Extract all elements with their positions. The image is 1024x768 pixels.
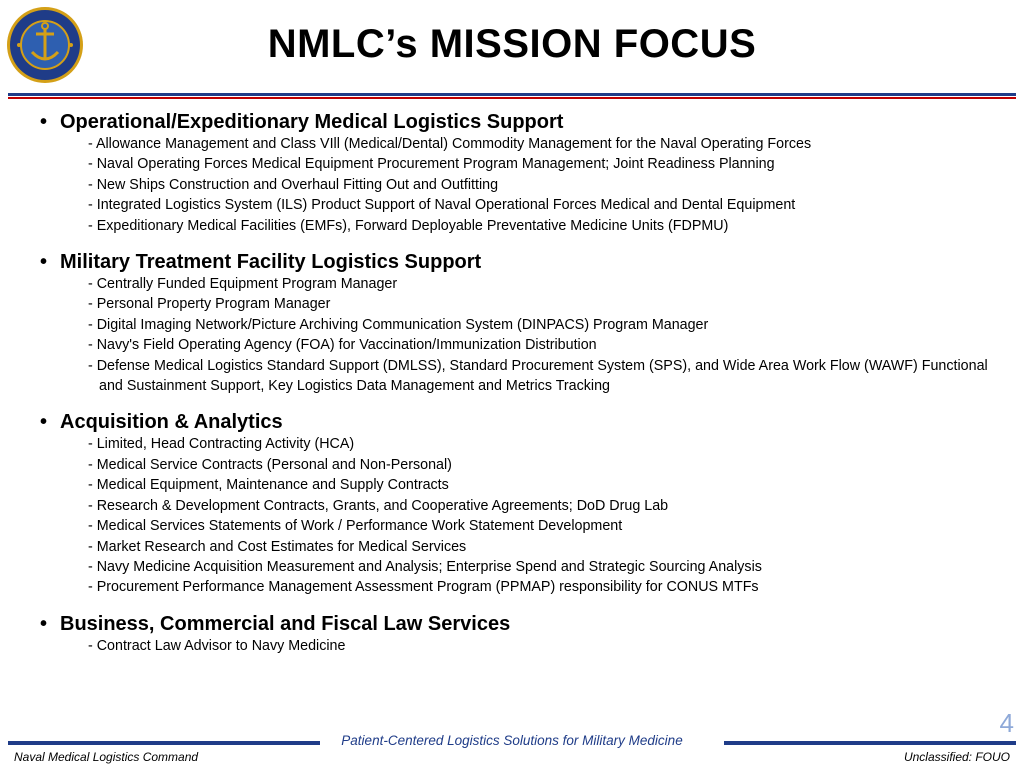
list-item: - Expeditionary Medical Facilities (EMFs), Forward Deployable Preventative Medicine Units (FDPMU) — [88, 217, 729, 234]
footer-classification: Unclassified: FOUO — [903, 750, 1010, 764]
list-item: - Procurement Performance Management Assessment Program (PPMAP) responsibility for CONUS MTFs — [88, 579, 759, 596]
section-heading — [40, 410, 1000, 434]
section-heading — [40, 612, 1000, 636]
list-item: - Naval Operating Forces Medical Equipment Procurement Program Management; Joint Readiness Planning — [88, 156, 775, 173]
section-acquisition — [40, 410, 1000, 597]
list-item: - Integrated Logistics System (ILS) Product Support of Naval Operational Forces Medical and Dental Equipment — [88, 197, 796, 214]
section-heading-text: Business, Commercial and Fiscal Law Services — [60, 612, 511, 635]
section-heading — [40, 250, 1000, 274]
bullet-icon: • — [40, 411, 48, 434]
section-heading-text: Military Treatment Facility Logistics Support — [60, 251, 482, 274]
list-item: - Limited, Head Contracting Activity (HCA) — [88, 436, 355, 453]
title-divider-red — [8, 97, 1016, 99]
bullet-icon: • — [40, 111, 48, 133]
section-operational — [40, 110, 1000, 236]
page-title: NMLC’s MISSION FOCUS — [267, 22, 757, 66]
mission-list — [40, 110, 1000, 656]
title-divider-blue — [8, 93, 1016, 96]
bullet-icon: • — [40, 251, 48, 274]
section-heading-text: Operational/Expeditionary Medical Logistics Support — [60, 111, 564, 133]
list-item: - Medical Services Statements of Work / Performance Work Statement Development — [88, 518, 623, 535]
section-mtf — [40, 250, 1000, 396]
list-item: - Medical Equipment, Maintenance and Supply Contracts — [88, 477, 449, 494]
list-item: - Allowance Management and Class VIll (Medical/Dental) Commodity Management for the Naval Operating Forces — [88, 136, 812, 152]
footer-organization: Naval Medical Logistics Command — [14, 750, 199, 764]
list-item: - Navy Medicine Acquisition Measurement and Analysis; Enterprise Spend and Strategic Sourcing Analysis — [88, 558, 762, 575]
list-item: - Contract Law Advisor to Navy Medicine — [88, 637, 346, 654]
section-heading — [40, 110, 1000, 134]
list-item: - Market Research and Cost Estimates for Medical Services — [88, 538, 467, 555]
list-item: - New Ships Construction and Overhaul Fitting Out and Outfitting — [88, 176, 499, 193]
list-item: - Personal Property Program Manager — [88, 296, 331, 313]
bullet-icon: • — [40, 612, 48, 635]
list-item: - Defense Medical Logistics Standard Support (DMLSS), Standard Procurement System (SPS), and Wide Area Work Flow (WAWF) Functional and Sustainment Support, Key Logistics Data Management and Metrics Tracking — [88, 357, 988, 395]
list-item: - Centrally Funded Equipment Program Manager — [88, 276, 398, 293]
list-item: - Digital Imaging Network/Picture Archiving Communication System (DINPACS) Program Manager — [88, 316, 709, 333]
list-item: - Navy's Field Operating Agency (FOA) for Vaccination/Immunization Distribution — [88, 337, 597, 354]
section-law — [40, 612, 1000, 656]
list-item: - Research & Development Contracts, Grants, and Cooperative Agreements; DoD Drug Lab — [88, 497, 669, 514]
list-item: - Medical Service Contracts (Personal and Non-Personal) — [88, 456, 452, 473]
page-number: 4 — [999, 708, 1014, 738]
footer-tagline: Patient-Centered Logistics Solutions for Military Medicine — [341, 733, 683, 748]
section-heading-text: Acquisition & Analytics — [60, 411, 283, 434]
